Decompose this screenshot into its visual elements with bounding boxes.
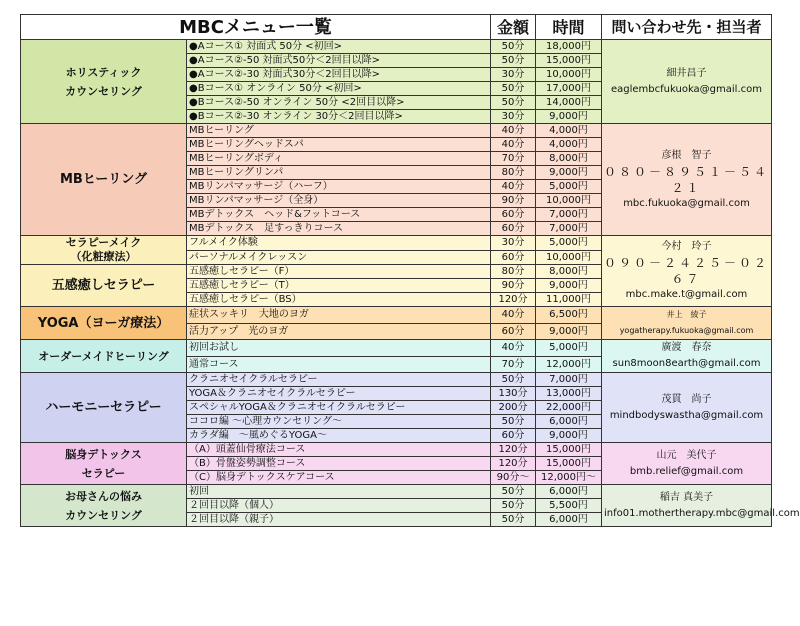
contact-cell [602,236,772,307]
course-time: 40分 [491,340,536,357]
course-price: 10,000円 [536,68,602,82]
course-name: MBリンパマッサージ（ハーフ） [187,180,491,194]
contact-name: 廣渡 春奈 [661,342,712,353]
course-time: 50分 [491,82,536,96]
course-time: 30分 [491,236,536,251]
menu-row [21,40,772,54]
course-time: 120分 [491,443,536,457]
course-time: 70分 [491,356,536,373]
course-price: 6,000円 [536,485,602,499]
contact-cell [602,40,772,124]
category-label: オーダーメイドヒーリング [38,349,169,363]
course-price: 15,000円 [536,443,602,457]
course-name: パーソナルメイクレッスン [187,250,491,265]
course-name: ２回目以降（親子） [187,513,491,527]
course-time: 50分 [491,415,536,429]
contact-email[interactable]: info01.mothertherapy.mbc@gmail.com [604,507,800,519]
course-name: クラニオセイクラルセラピー [187,373,491,387]
course-name: ２回目以降（個人） [187,499,491,513]
course-name: MBヒーリングボディ [187,152,491,166]
course-time: 80分 [491,265,536,279]
category-label: 五感癒しセラピー [51,278,156,293]
course-price: 13,000円 [536,387,602,401]
contact-cell [602,340,772,373]
contact-name: 細井昌子 [666,67,707,79]
page-title: MBCメニュー一覧 [21,15,491,40]
contact-name: 稲吉 真美子 [659,491,714,503]
course-name: スペシャルYOGA＆クラニオセイクラルセラピー [187,401,491,415]
contact-email[interactable]: bmb.relief@gmail.com [629,465,744,477]
contact-phone: ０９０－２４２５－０２６７ [604,256,770,286]
course-time: 30分 [491,110,536,124]
contact-cell [602,307,772,340]
course-price: 7,000円 [536,208,602,222]
course-price: 5,000円 [536,236,602,251]
course-name: ●Aコース②-50 対面式50分＜2回目以降> [187,54,491,68]
course-name: フルメイク体験 [187,236,491,251]
header-row [21,15,772,40]
course-price: 5,000円 [536,340,602,357]
course-name: MBデトックス ヘッド&フットコース [187,208,491,222]
contact-cell [602,124,772,236]
category-label: YOGA（ヨーガ療法） [37,315,170,331]
course-name: 通常コース [187,356,491,373]
contact-cell [602,485,800,527]
course-name: MBデトックス 足すっきりコース [187,222,491,236]
course-name: ●Bコース① オンライン 50分 <初回> [187,82,491,96]
menu-table [20,14,800,527]
course-price: 6,000円 [536,415,602,429]
course-time: 60分 [491,250,536,265]
course-time: 50分 [491,513,536,527]
course-price: 4,000円 [536,124,602,138]
contact-name: 彦根 智子 [661,149,712,161]
course-price: 12,000円～ [536,471,602,485]
course-price: 8,000円 [536,265,602,279]
category-label: セラピー [81,466,126,480]
price-header: 金額 [491,15,536,40]
course-price: 15,000円 [536,54,602,68]
category-label: カウンセリング [65,508,142,522]
course-price: 10,000円 [536,194,602,208]
contact-email[interactable]: mbc.fukuoka@gmail.com [623,197,750,209]
category-cell [21,124,187,236]
course-price: 8,000円 [536,152,602,166]
course-price: 17,000円 [536,82,602,96]
course-time: 40分 [491,307,536,324]
contact-header: 問い合わせ先・担当者 [602,15,772,40]
category-cell [21,307,187,340]
category-cell [21,485,187,527]
category-label: （化粧療法） [70,250,137,263]
contact-name: 山元 美代子 [656,449,717,461]
menu-row [21,373,772,387]
course-time: 50分 [491,373,536,387]
course-time: 120分 [491,293,536,307]
contact-email[interactable]: eaglembcfukuoka@gmail.com [611,83,762,95]
course-name: ココロ編 ～心理カウンセリング～ [187,415,491,429]
menu-row [21,124,772,138]
course-time: 40分 [491,138,536,152]
course-time: 50分 [491,54,536,68]
category-label: ハーモニーセラピー [45,400,162,415]
course-name: （C）脳身デトックスケアコース [187,471,491,485]
course-price: 5,500円 [536,499,602,513]
course-price: 9,000円 [536,323,602,340]
category-label: 脳身デトックス [65,447,142,461]
course-name: （A）頭蓋仙骨療法コース [187,443,491,457]
contact-email[interactable]: mbc.make.t@gmail.com [625,289,748,300]
course-price: 6,500円 [536,307,602,324]
course-name: MBヒーリングリンパ [187,166,491,180]
category-cell [21,40,187,124]
course-name: カラダ編 ～風めぐるYOGA～ [187,429,491,443]
contact-cell [602,443,772,485]
course-price: 18,000円 [536,40,602,54]
category-label: ホリスティック [65,65,142,79]
contact-email[interactable]: yogatherapy.fukuoka@gmail.com [619,326,754,335]
course-time: 60分 [491,429,536,443]
course-time: 90分 [491,194,536,208]
course-time: 70分 [491,152,536,166]
category-label: セラピーメイク [65,236,142,249]
category-label: カウンセリング [65,84,142,98]
category-cell [21,265,187,307]
course-price: 9,000円 [536,279,602,293]
course-time: 130分 [491,387,536,401]
contact-email[interactable]: sun8moon8earth@gmail.com [612,358,761,369]
menu-row [21,340,772,357]
course-price: 9,000円 [536,110,602,124]
menu-row [21,485,772,499]
course-name: MBヒーリングヘッドスパ [187,138,491,152]
course-time: 50分 [491,96,536,110]
course-name: MBヒーリング [187,124,491,138]
course-price: 7,000円 [536,373,602,387]
course-time: 50分 [491,40,536,54]
category-cell [21,443,187,485]
course-price: 6,000円 [536,513,602,527]
contact-cell [602,373,772,443]
course-name: 症状スッキリ 大地のヨガ [187,307,491,324]
contact-name: 茂貫 尚子 [661,393,712,405]
course-name: YOGA＆クラニオセイクラルセラピー [187,387,491,401]
time-header: 時間 [536,15,602,40]
course-time: 60分 [491,222,536,236]
course-name: 五感癒しセラピー（BS） [187,293,491,307]
course-time: 90分～ [491,471,536,485]
course-time: 50分 [491,485,536,499]
menu-body [21,40,800,527]
contact-email[interactable]: mindbodyswastha@gmail.com [609,409,764,421]
course-name: （B）骨盤姿勢調整コース [187,457,491,471]
course-time: 40分 [491,180,536,194]
course-price: 7,000円 [536,222,602,236]
category-cell [21,340,187,373]
course-time: 40分 [491,124,536,138]
course-time: 80分 [491,166,536,180]
category-cell [21,373,187,443]
course-time: 60分 [491,323,536,340]
course-price: 12,000円 [536,356,602,373]
menu-row [21,236,772,251]
category-label: お母さんの悩み [65,489,142,503]
contact-name: 今村 玲子 [661,241,712,252]
menu-row [21,443,772,457]
course-time: 60分 [491,208,536,222]
course-price: 14,000円 [536,96,602,110]
category-cell [21,236,187,265]
course-name: ●Aコース① 対面式 50分 <初回> [187,40,491,54]
course-price: 10,000円 [536,250,602,265]
course-name: 五感癒しセラピー（F） [187,265,491,279]
course-name: 初回お試し [187,340,491,357]
course-name: 五感癒しセラピー（T） [187,279,491,293]
course-price: 4,000円 [536,138,602,152]
course-time: 50分 [491,499,536,513]
course-price: 11,000円 [536,293,602,307]
course-price: 22,000円 [536,401,602,415]
contact-name: 井上 綾子 [666,310,707,319]
course-time: 120分 [491,457,536,471]
course-time: 90分 [491,279,536,293]
course-price: 15,000円 [536,457,602,471]
course-time: 200分 [491,401,536,415]
course-name: 初回 [187,485,491,499]
contact-phone: ０８０－８９５１－５４２１ [604,164,770,195]
course-time: 30分 [491,68,536,82]
course-price: 5,000円 [536,180,602,194]
category-label: MBヒーリング [59,172,148,187]
course-name: 活力アップ 光のヨガ [187,323,491,340]
course-name: ●Aコース②-30 対面式30分＜2回目以降> [187,68,491,82]
course-name: ●Bコース②-30 オンライン 30分＜2回目以降> [187,110,491,124]
course-name: ●Bコース②-50 オンライン 50分 <2回目以降> [187,96,491,110]
course-price: 9,000円 [536,429,602,443]
course-name: MBリンパマッサージ（全身） [187,194,491,208]
menu-row [21,307,772,324]
course-price: 9,000円 [536,166,602,180]
